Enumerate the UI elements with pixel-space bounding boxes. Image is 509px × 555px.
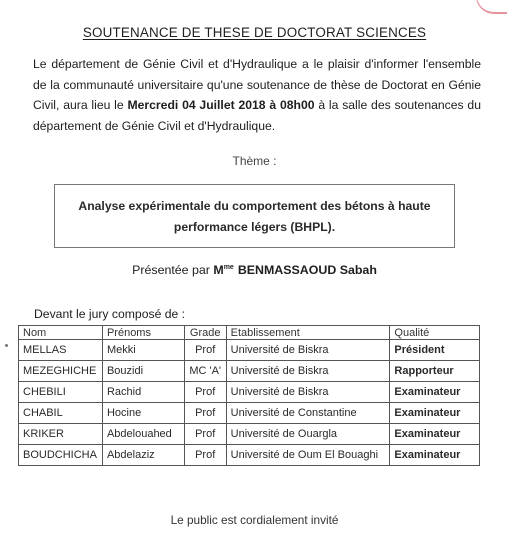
cell-prenom: Bouzidi	[102, 361, 184, 382]
cell-etablissement: Université de Biskra	[226, 340, 390, 361]
cell-prenom: Mekki	[102, 340, 184, 361]
cell-nom: MEZEGHICHE	[19, 361, 103, 382]
cell-qualite: Examinateur	[390, 382, 480, 403]
cell-nom: BOUDCHICHA	[19, 445, 103, 466]
table-row	[19, 382, 480, 403]
cell-etablissement: Université de Biskra	[226, 361, 390, 382]
header-etablissement: Etablissement	[226, 326, 390, 340]
cell-prenom: Hocine	[102, 403, 184, 424]
cell-qualite: Président	[390, 340, 480, 361]
cell-etablissement: Université de Oum El Bouaghi	[226, 445, 390, 466]
header-nom: Nom	[19, 326, 103, 340]
jury-table	[18, 325, 480, 466]
cell-nom: KRIKER	[19, 424, 103, 445]
cell-qualite: Examinateur	[390, 445, 480, 466]
table-row	[19, 424, 480, 445]
table-row	[19, 403, 480, 424]
theme-box	[54, 184, 455, 248]
defense-date: Mercredi 04 Juillet 2018 à 08h00	[127, 98, 315, 112]
presenter-name: BENMASSAOUD Sabah	[237, 263, 377, 277]
cell-grade: Prof	[184, 445, 226, 466]
header-qualite: Qualité	[390, 326, 480, 340]
cell-grade: Prof	[184, 340, 226, 361]
table-row	[19, 340, 480, 361]
cell-etablissement: Université de Biskra	[226, 382, 390, 403]
cell-nom: CHABIL	[19, 403, 103, 424]
cell-grade: MC 'A'	[184, 361, 226, 382]
presenter-title-sup: me	[223, 263, 234, 271]
cell-qualite: Rapporteur	[390, 361, 480, 382]
presenter-prefix: Présentée par	[132, 263, 214, 277]
header-grade: Grade	[184, 326, 226, 340]
announcement-paragraph	[33, 54, 481, 136]
jury-intro: Devant le jury composé de :	[34, 307, 186, 321]
invitation-footer: Le public est cordialement invité	[170, 513, 339, 527]
cell-etablissement: Université de Ouargla	[226, 424, 390, 445]
margin-mark	[5, 344, 8, 347]
cell-qualite: Examinateur	[390, 403, 480, 424]
cell-prenom: Abdelaziz	[102, 445, 184, 466]
cell-etablissement: Université de Constantine	[226, 403, 390, 424]
cell-qualite: Examinateur	[390, 424, 480, 445]
thesis-title: Analyse expérimentale du comportement des bétons à haute performance légers (BHPL).	[78, 199, 431, 234]
table-row	[19, 445, 480, 466]
cell-grade: Prof	[184, 403, 226, 424]
cell-prenom: Abdelouahed	[102, 424, 184, 445]
cell-prenom: Rachid	[102, 382, 184, 403]
cell-grade: Prof	[184, 424, 226, 445]
cell-nom: CHEBILI	[19, 382, 103, 403]
page-title: SOUTENANCE DE THESE DE DOCTORAT SCIENCES	[82, 25, 427, 40]
announcement-text-start: Le département de Génie Civil et d'Hydraulique a le plaisir d'informer l'ensemble de la communauté universitaire qu'une soutenance de thèse de Doctorat en Génie Civil, aura lieu le	[33, 57, 481, 112]
cell-nom: MELLAS	[19, 340, 103, 361]
header-prenoms: Prénoms	[102, 326, 184, 340]
stamp-mark	[476, 0, 507, 14]
table-row	[19, 361, 480, 382]
presenter-title: M	[213, 263, 224, 277]
announcement-text-end: à la salle des soutenances du département de Génie Civil et d'Hydraulique.	[33, 98, 481, 133]
cell-grade: Prof	[184, 382, 226, 403]
jury-table-header	[19, 326, 480, 340]
presenter-line	[0, 263, 509, 277]
theme-label: Thème :	[232, 154, 277, 168]
